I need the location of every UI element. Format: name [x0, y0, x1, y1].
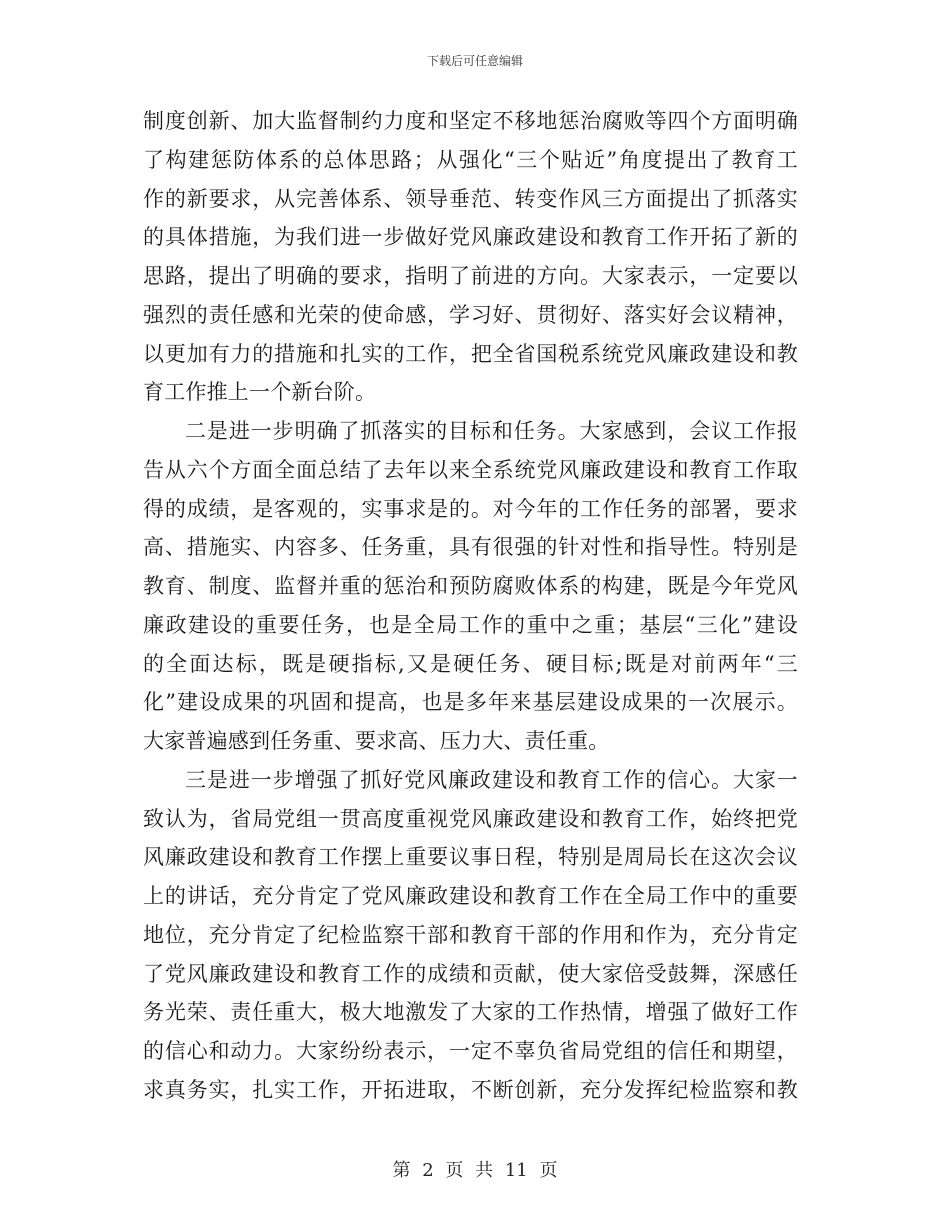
text-line: 化”建设成果的巩固和提高，也是多年来基层建设成果的一次展示。 — [143, 690, 798, 715]
paragraph — [143, 108, 798, 418]
text-line: 致认为，省局党组一贯高度重视党风廉政建设和教育工作，始终把党 — [143, 806, 798, 831]
text-line: 务光荣、责任重大，极大地激发了大家的工作热情，增强了做好工作 — [143, 1000, 798, 1025]
text-line: 强烈的责任感和光荣的使命感，学习好、贯彻好、落实好会议精神， — [143, 302, 798, 327]
text-line: 以更加有力的措施和扎实的工作，把全省国税系统党风廉政建设和教 — [143, 341, 798, 366]
text-line: 高、措施实、内容多、任务重，具有很强的针对性和指导性。特别是 — [143, 535, 798, 560]
page-number: 第 2 页 共 11 页 — [392, 1160, 558, 1181]
text-line: 告从六个方面全面总结了去年以来全系统党风廉政建设和教育工作取 — [143, 457, 798, 482]
paragraph — [143, 418, 798, 767]
text-line: 廉政建设的重要任务，也是全局工作的重中之重；基层“三化”建设 — [143, 612, 798, 637]
text-line: 三是进一步增强了抓好党风廉政建设和教育工作的信心。大家一 — [185, 767, 798, 792]
text-line: 的具体措施，为我们进一步做好党风廉政建设和教育工作开拓了新的 — [143, 225, 798, 250]
text-line: 思路，提出了明确的要求，指明了前进的方向。大家表示，一定要以 — [143, 264, 798, 288]
text-line: 育工作推上一个新台阶。 — [143, 380, 377, 405]
text-line: 地位，充分肯定了纪检监察干部和教育干部的作用和作为，充分肯定 — [143, 922, 798, 947]
text-line: 大家普遍感到任务重、要求高、压力大、责任重。 — [143, 729, 610, 753]
text-line: 二是进一步明确了抓落实的目标和任务。大家感到，会议工作报 — [185, 419, 798, 443]
text-line: 风廉政建设和教育工作摆上重要议事日程，特别是周局长在这次会议 — [143, 845, 798, 870]
text-line: 求真务实，扎实工作，开拓进取，不断创新，充分发挥纪检监察和教 — [143, 1077, 798, 1102]
text-line: 了党风廉政建设和教育工作的成绩和贡献，使大家倍受鼓舞，深感任 — [143, 961, 798, 986]
text-line: 制度创新、加大监督制约力度和坚定不移地惩治腐败等四个方面明确 — [143, 109, 798, 133]
text-line: 了构建惩防体系的总体思路；从强化“三个贴近”角度提出了教育工 — [143, 147, 798, 172]
text-line: 的信心和动力。大家纷纷表示，一定不辜负省局党组的信任和期望， — [143, 1039, 798, 1063]
text-line: 上的讲话，充分肯定了党风廉政建设和教育工作在全局工作中的重要 — [143, 884, 798, 908]
document-body — [143, 108, 798, 1116]
text-line: 得的成绩，是客观的，实事求是的。对今年的工作任务的部署，要求 — [143, 496, 798, 521]
text-line: 的全面达标，既是硬指标,又是硬任务、硬目标;既是对前两年“三 — [143, 651, 798, 676]
page-header-note: 下载后可任意编辑 — [426, 54, 523, 68]
paragraph — [143, 767, 798, 1116]
text-line: 教育、制度、监督并重的惩治和预防腐败体系的构建，既是今年党风 — [143, 574, 798, 598]
text-line: 作的新要求，从完善体系、领导垂范、转变作风三方面提出了抓落实 — [143, 186, 798, 211]
